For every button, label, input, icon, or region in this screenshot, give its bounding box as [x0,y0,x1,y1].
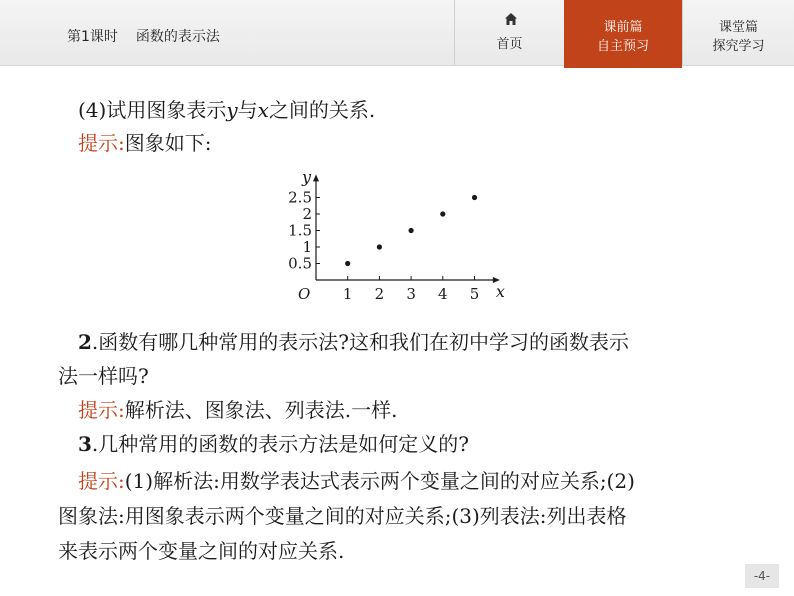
q2-text-1: .函数有哪几种常用的表示法?这和我们在初中学习的函数表示 [91,330,630,354]
home-icon [504,12,518,26]
y-tick-label: 2 [302,205,312,223]
nav-preview-button[interactable] [564,0,682,68]
nav-preview-label-2: 自主预习 [596,39,649,54]
nav-home-label: 首页 [496,37,523,52]
chart-axes [298,168,505,303]
hint-1-text: 图象如下: [124,131,212,155]
q4-var-x: x [257,98,269,122]
question-2-line-2: 法一样吗? [58,364,149,388]
x-tick-label: 2 [374,285,385,303]
q4-suffix: 之间的关系. [268,98,376,122]
hint-3-line-1 [78,469,635,493]
q2-number: 2 [78,330,92,354]
origin-label: O [298,285,311,303]
x-tick-label: 5 [469,285,480,303]
lesson-title: 函数的表示法 [135,29,220,45]
hint-label: 提示: [78,398,125,422]
data-point [440,211,445,216]
data-point [377,244,382,249]
data-point [345,261,350,266]
y-axis-label: y [302,168,312,187]
q3-number: 3 [78,432,92,456]
y-tick-label: 1.5 [288,221,312,240]
hint-3-text-1: (1)解析法:用数学表达式表示两个变量之间的对应关系;(2) [124,469,635,493]
nav-preview-label-1: 课前篇 [603,20,643,35]
chart-ticks [288,189,479,304]
x-tick-label: 3 [406,285,416,303]
lesson-banner [0,0,454,66]
hint-3-line-2: 图象法:用图象表示两个变量之间的对应关系;(3)列表法:列出表格 [58,504,627,528]
q3-text: .几种常用的函数的表示方法是如何定义的? [91,432,470,456]
y-axis-arrow [313,174,319,181]
question-4 [78,98,375,122]
y-tick-label: 0.5 [288,254,312,273]
hint-3-line-3: 来表示两个变量之间的对应关系. [58,539,345,563]
question-3 [78,432,469,456]
hint-2 [78,398,397,422]
nav-classroom-label-1: 课堂篇 [718,20,758,35]
question-2-line-1 [78,330,629,354]
data-point [472,195,477,200]
scatter-chart [272,168,512,308]
hint-2-text: 解析法、图象法、列表法.一样. [124,398,398,422]
q4-var-y: y [226,98,238,122]
nav-classroom-label-2: 探究学习 [712,39,765,54]
x-axis-label: x [495,282,505,301]
header-bar [0,0,794,66]
y-tick-label: 1 [302,238,312,256]
hint-1 [78,131,212,155]
q4-prefix: (4)试用图象表示 [78,98,227,122]
q4-mid: 与 [237,98,258,122]
chart-points [345,195,477,266]
hint-label: 提示: [78,469,125,493]
data-point [409,228,414,233]
y-tick-label: 2.5 [288,188,312,207]
x-tick-label: 1 [342,285,353,303]
nav-home-button[interactable] [454,0,564,66]
hint-label: 提示: [78,131,125,155]
lesson-heading [67,26,220,46]
page-number: -4- [745,564,779,588]
lesson-number: 第1课时 [67,29,118,45]
nav-classroom-button[interactable] [682,0,794,66]
x-tick-label: 4 [438,285,448,303]
